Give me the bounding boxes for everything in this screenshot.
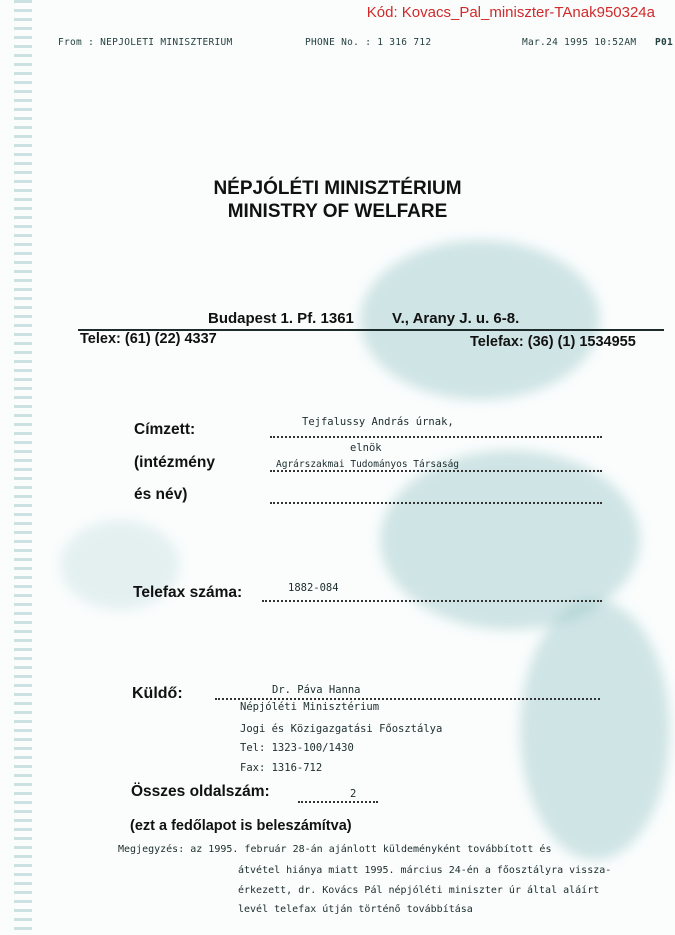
fax-number-line	[262, 600, 602, 602]
recipient-label: Címzett:	[134, 421, 196, 438]
recipient-line-2	[270, 470, 602, 472]
remark-line-1: Megjegyzés: az 1995. február 28-án ajánlott küldeményként továbbított és	[118, 844, 552, 855]
page-count-line	[298, 801, 378, 803]
sender-phone: Tel: 1323-100/1430	[240, 742, 354, 754]
postal-address: Budapest 1. Pf. 1361	[208, 310, 354, 327]
fax-datetime: Mar.24 1995 10:52AM	[522, 37, 637, 48]
page-count-note: (ezt a fedőlapot is beleszámítva)	[130, 818, 352, 834]
sender-label: Küldő:	[132, 685, 183, 702]
fax-number-value: 1882-084	[288, 582, 339, 594]
scan-edge-stripes	[14, 0, 32, 935]
telex-number: Telex: (61) (22) 4337	[80, 331, 217, 347]
telefax-number: Telefax: (36) (1) 1534955	[470, 334, 636, 350]
sender-ministry: Népjóléti Minisztérium	[240, 701, 380, 713]
ministry-title-hu: NÉPJÓLÉTI MINISZTÉRIUM	[213, 178, 462, 199]
recipient-line-1	[270, 436, 602, 438]
document-code: Kód: Kovacs_Pal_miniszter-TAnak950324a	[366, 4, 655, 21]
fax-page: P01	[655, 37, 674, 48]
sender-line	[215, 698, 600, 700]
recipient-name: Tejfalussy András úrnak,	[302, 416, 454, 428]
sender-department: Jogi és Közigazgatási Főosztálya	[240, 723, 443, 735]
street-address: V., Arany J. u. 6-8.	[392, 310, 520, 327]
sender-fax: Fax: 1316-712	[240, 762, 323, 774]
toner-stain	[520, 600, 670, 860]
recipient-title: elnök	[350, 442, 382, 454]
recipient-line-3	[270, 502, 602, 504]
page-count-label: Összes oldalszám:	[131, 783, 270, 800]
recipient-label-name: és név)	[134, 486, 188, 503]
page-count-value: 2	[350, 788, 357, 800]
fax-number-label: Telefax száma:	[133, 584, 243, 601]
fax-from: From : NEPJOLETI MINISZTERIUM	[58, 37, 233, 48]
recipient-organization: Agrárszakmai Tudományos Társaság	[276, 459, 460, 470]
recipient-label-institution: (intézmény	[134, 454, 215, 471]
sender-name: Dr. Páva Hanna	[272, 684, 361, 696]
remark-line-2: átvétel hiánya miatt 1995. március 24-én a főosztályra vissza-	[238, 865, 612, 876]
ministry-title-en: MINISTRY OF WELFARE	[227, 201, 448, 222]
remark-line-3: érkezett, dr. Kovács Pál népjóléti miniszter úr által aláírt	[238, 885, 600, 896]
fax-phone: PHONE No. : 1 316 712	[305, 37, 432, 48]
remark-line-4: levél telefax útján történő továbbítása	[238, 904, 473, 915]
